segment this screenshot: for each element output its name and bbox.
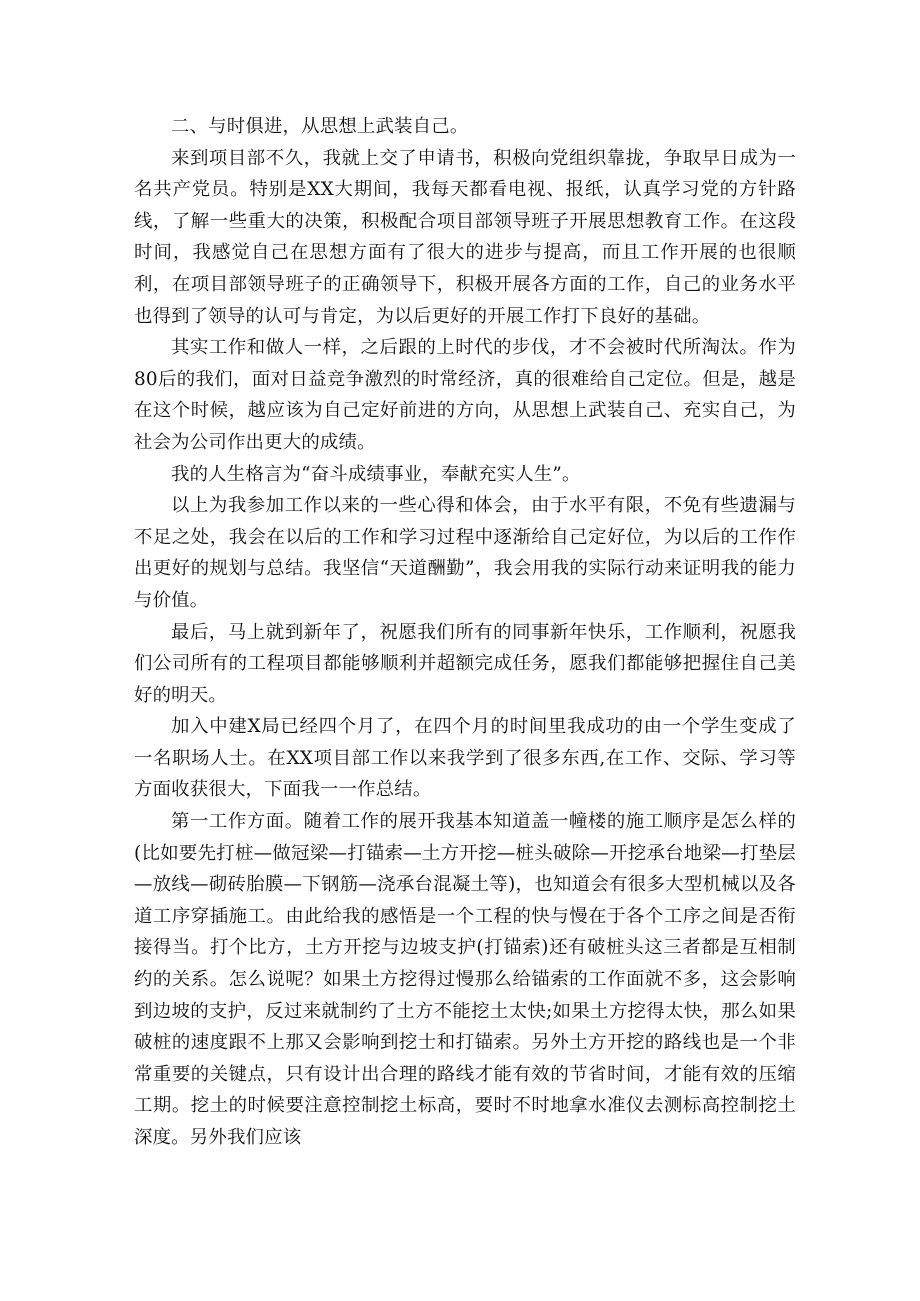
paragraph-project-department: 来到项目部不久，我就上交了申请书，积极向党组织靠拢，争取早日成为一名共产党员。特别是XX大期间，我每天都看电视、报纸，认真学习党的方针路线，了解一些重大的决策，积极配合项目部领导班子开展思想教育工作。在这段时间，我感觉自己在思想方面有了很大的进步与提高，而且工作开展的也很顺利，在项目部领导班子的正确领导下，积极开展各方面的工作，自己的业务水平也得到了领导的认可与肯定，为以后更好的开展工作打下良好的基础。 bbox=[134, 147, 796, 327]
paragraph-work-and-life: 其实工作和做人一样，之后跟的上时代的步伐，才不会被时代所淘汰。作为80后的我们，面对日益竞争激烈的时常经济，真的很难给自己定位。但是，越是在这个时候，越应该为自己定好前进的方向，从思想上武装自己、充实自己，为社会为公司作出更大的成绩。 bbox=[134, 337, 796, 453]
paragraph-work-aspects: 第一工作方面。随着工作的展开我基本知道盖一幢楼的施工顺序是怎么样的(比如要先打桩—做冠梁—打锚索—土方开挖—桩头破除—开挖承台地梁—打垫层—放线—砌砖胎膜—下钢筋—浇承台混凝土等)，也知道会有很多大型机械以及各道工序穿插施工。由此给我的感悟是一个工程的快与慢在于各个工序之间是否衔接得当。打个比方，土方开挖与边坡支护(打锚索)还有破桩头这三者都是互相制约的关系。怎么说呢？如果土方挖得过慢那么给锚索的工作面就不多，这会影响到边坡的支护，反过来就制约了土方不能挖土太快;如果土方挖得太快，那么如果破桩的速度跟不上那又会影响到挖士和打锚索。另外土方开挖的路线也是一个非常重要的关键点，只有设计出合理的路线才能有效的节省时间，才能有效的压缩工期。挖土的时候要注意控制挖土标高，要时不时地拿水准仪去测标高控制挖土深度。另外我们应该 bbox=[134, 811, 796, 1148]
paragraph-new-year-wishes: 最后，马上就到新年了，祝愿我们所有的同事新年快乐，工作顺利，祝愿我们公司所有的工程项目都能够顺利并超额完成任务，愿我们都能够把握住自己美好的明天。 bbox=[134, 621, 796, 706]
paragraph-summary: 以上为我参加工作以来的一些心得和体会，由于水平有限，不免有些遗漏与不足之处，我会在以后的工作和学习过程中逐渐给自己定好位，为以后的工作作出更好的规划与总结。我坚信“天道酬勤”，我会用我的实际行动来证明我的能力与价值。 bbox=[134, 495, 796, 611]
document-body bbox=[134, 111, 796, 1154]
paragraph-motto: 我的人生格言为“奋斗成绩事业，奉献充实人生”。 bbox=[171, 463, 581, 485]
paragraph-heading-keep-pace: 二、与时俱进，从思想上武装自己。 bbox=[171, 116, 469, 137]
paragraph-joining-company: 加入中建X局已经四个月了，在四个月的时间里我成功的由一个学生变成了一名职场人士。在XX项目部工作以来我学到了很多东西,在工作、交际、学习等方面收获很大，下面我一一作总结。 bbox=[134, 716, 796, 801]
